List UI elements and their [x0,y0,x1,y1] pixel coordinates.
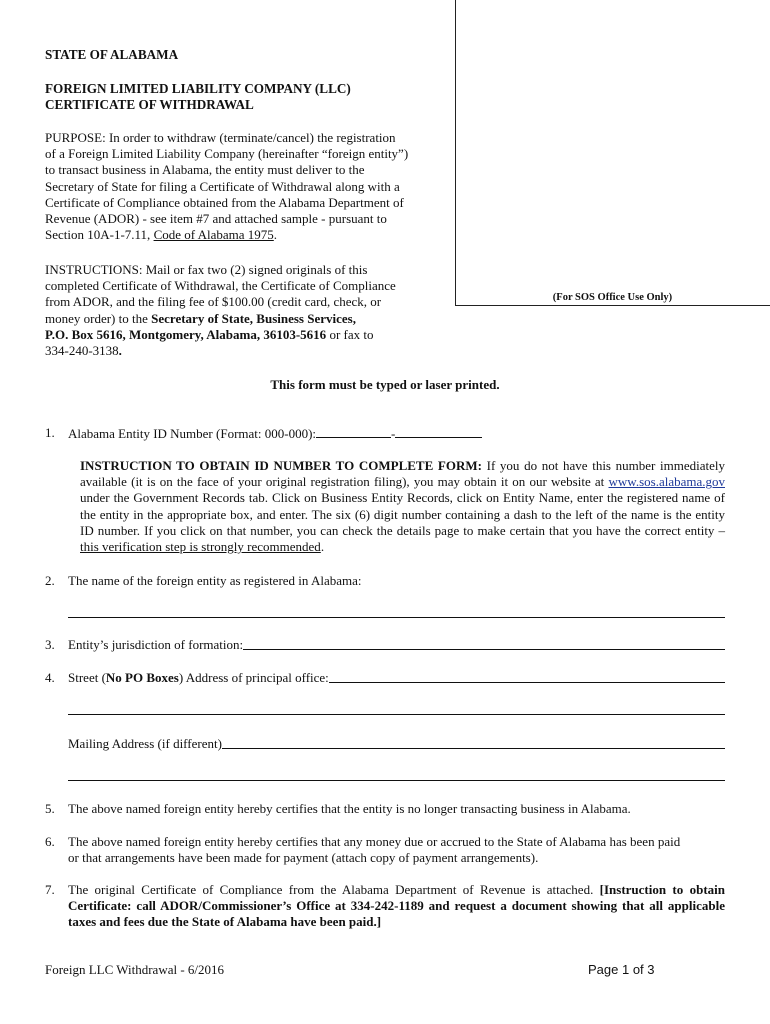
street-address-row [68,670,725,686]
item-number: 5. [45,801,55,816]
footer-form-id: Foreign LLC Withdrawal - 6/2016 [45,962,225,977]
sos-office-use-label: (For SOS Office Use Only) [552,292,673,303]
purpose-line: Secretary of State for filing a Certificate of Withdrawal along with a [45,178,400,194]
item-number: 1. [45,425,55,440]
item-number: 2. [45,573,55,588]
entity-id-instruction [80,458,725,555]
no-longer-transacting-certification: The above named foreign entity hereby certifies that the entity is no longer transacting business in Alabama. [68,801,631,816]
entity-id-field-part1[interactable] [316,425,391,438]
purpose-line: Certificate of Compliance obtained from the Alabama Department of [45,194,404,210]
jurisdiction-label: Entity’s jurisdiction of formation: [68,637,244,652]
mailing-address-label: Mailing Address (if different) [68,736,222,751]
sos-website-link[interactable]: www.sos.alabama.gov [608,474,725,490]
payment-certification-line1: The above named foreign entity hereby certifies that any money due or accrued to the State of Alabama has been paid [68,834,681,849]
verification-recommendation: this verification step is strongly recommended [80,539,321,555]
footer-page-number: Page 1 of 3 [588,962,655,977]
payment-certification-line2: or that arrangements have been made for payment (attach copy of payment arrangements). [68,850,539,866]
instructions-period: . [118,343,122,359]
item-number: 6. [45,834,55,849]
typed-notice: This form must be typed or laser printed. [270,377,500,392]
entity-id-label: Alabama Entity ID Number (Format: 000-000): [68,426,317,441]
sos-address-name: Secretary of State, Business Services, [151,310,356,326]
instructions-paragraph [45,262,445,359]
compliance-certificate-statement [68,882,725,931]
street-label-prefix: Street ( [68,670,106,685]
purpose-line: to transact business in Alabama, the entity must deliver to the [45,162,365,178]
purpose-line: Revenue (ADOR) - see item #7 and attached sample - pursuant to [45,211,387,227]
form-title-line1: FOREIGN LIMITED LIABILITY COMPANY (LLC) [45,81,351,96]
jurisdiction-field[interactable] [243,637,725,650]
purpose-period: . [273,227,278,243]
instructions-line: completed Certificate of Withdrawal, the Certificate of Compliance [45,278,396,294]
entity-id-row [68,425,482,442]
mailing-address-field[interactable] [222,736,725,749]
entity-id-dash: - [391,426,396,441]
instructions-text: money order) to the [45,310,152,326]
mailing-address-field-line2[interactable] [68,780,725,781]
item-number: 7. [45,882,55,897]
entity-id-instruction-period: . [320,539,325,555]
entity-id-field-part2[interactable] [395,425,482,438]
entity-id-instruction-heading: INSTRUCTION TO OBTAIN ID NUMBER TO COMPLETE FORM: [80,458,482,473]
street-address-field-line2[interactable] [68,714,725,715]
instructions-line [45,311,445,327]
payment-certification [68,834,680,866]
state-heading: STATE OF ALABAMA [45,47,179,62]
purpose-line [45,227,435,243]
form-title-line2: CERTIFICATE OF WITHDRAWAL [45,97,254,112]
instructions-line: INSTRUCTIONS: Mail or fax two (2) signed originals of this [45,262,368,277]
compliance-certificate-text: The original Certificate of Compliance from the Alabama Department of Revenue is attached. [68,882,600,897]
sos-mailing-address: P.O. Box 5616, Montgomery, Alabama, 36103-5616 [45,326,327,342]
item-number: 4. [45,670,55,685]
instructions-line: from ADOR, and the filing fee of $100.00 (credit card, check, or [45,294,382,310]
purpose-section-text: Section 10A-1-7.11, [45,227,154,243]
instructions-line [45,343,445,359]
purpose-line: PURPOSE: In order to withdraw (terminate/cancel) the registration [45,130,396,145]
instructions-text: or fax to [326,326,374,342]
instructions-line [45,327,445,343]
entity-name-field[interactable] [68,617,725,618]
mailing-address-row [68,736,725,752]
entity-name-label: The name of the foreign entity as registered in Alabama: [68,573,362,588]
street-address-field[interactable] [329,670,725,683]
purpose-line: of a Foreign Limited Liability Company (hereinafter “foreign entity”) [45,146,409,162]
entity-id-instruction-text: If you do not have this number immediately available (it is on the face of your original registration filing), you may obtain it on our website at [80,458,725,490]
street-label-suffix: ) Address of principal office: [178,670,329,685]
fax-number: 334-240-3138 [45,343,119,359]
compliance-certificate-instruction: [Instruction to obtain Certificate: call ADOR/Commissioner’s Office at 334-242-1189 and request a document showing that all applicable taxes and fees due the State of Alabama have been paid.] [68,882,725,930]
code-of-alabama-reference: Code of Alabama 1975 [153,227,274,243]
no-po-boxes-note: No PO Boxes [105,670,179,685]
purpose-paragraph [45,130,435,243]
item-number: 3. [45,637,55,652]
sos-office-use-box [455,0,770,306]
jurisdiction-row [68,637,725,653]
entity-id-instruction-text: under the Government Records tab. Click on Business Entity Records, click on Entity Name, enter the registered name of the entity in the appropriate box, and enter. The six (6) digit number containing a dash to the left of the name is the entity ID number. If you click on that number, you can check the details page to make certain that you have the correct entity – [80,490,725,538]
street-address-label [68,670,329,686]
